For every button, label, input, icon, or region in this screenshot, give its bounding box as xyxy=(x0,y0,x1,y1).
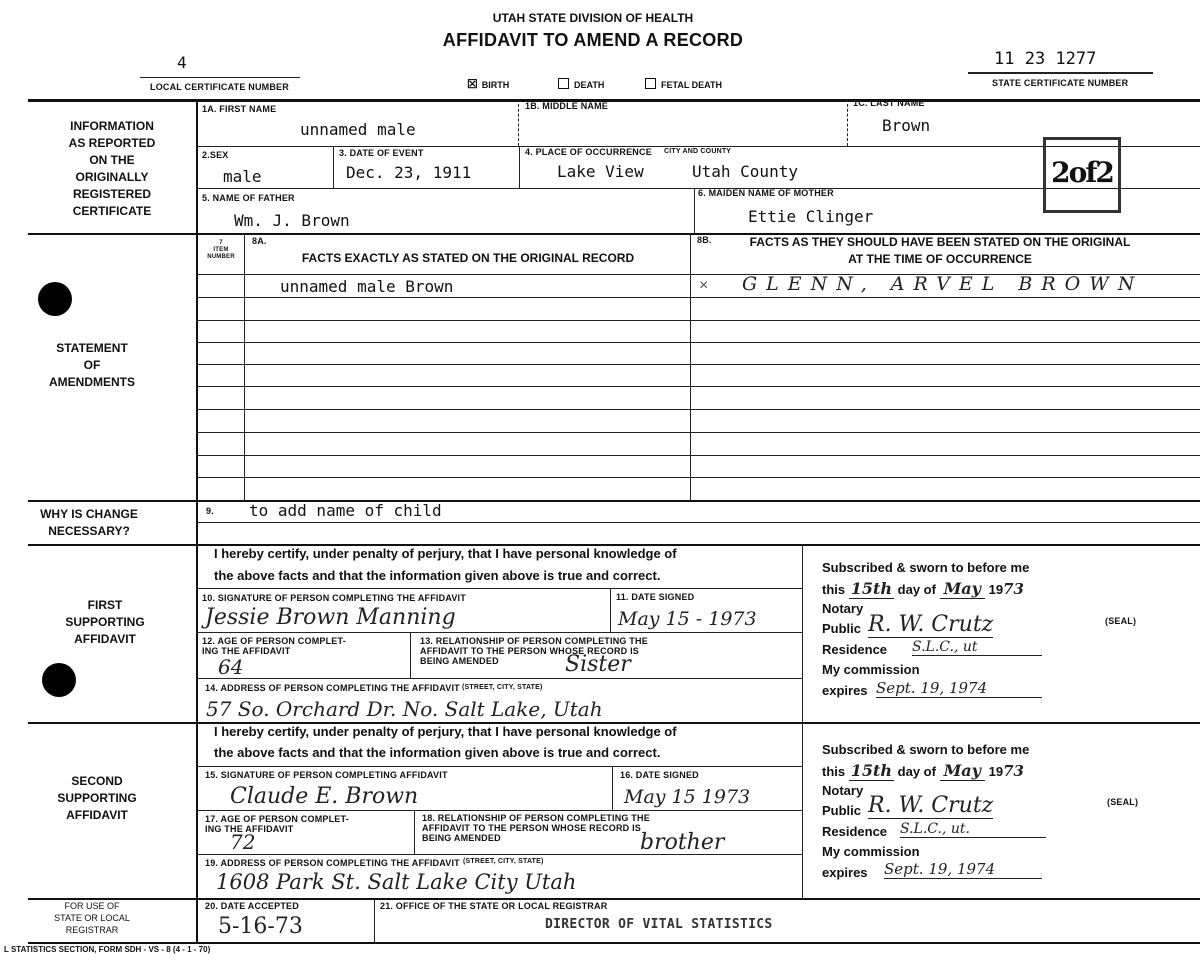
second-notary-year: 73 xyxy=(1003,762,1024,780)
mother-label: 6. MAIDEN NAME OF MOTHER xyxy=(698,188,834,198)
first-notary-date-line: this 15th day of May 1973 xyxy=(822,579,1024,598)
second-address-sub-label: (STREET, CITY, STATE) xyxy=(463,858,544,865)
amendment-corrected-value: GLENN, ARVEL BROWN xyxy=(742,273,1144,295)
record-type-death[interactable]: DEATH xyxy=(558,78,604,90)
second-certify-line-1: I hereby certify, under penalty of perjury, that I have personal knowledge of xyxy=(214,724,677,739)
page-stamp: 2of2 xyxy=(1043,137,1121,213)
second-expires: Sept. 19, 1974 xyxy=(884,860,1042,879)
second-address: 1608 Park St. Salt Lake City Utah xyxy=(216,870,577,894)
fetal-death-checkbox-icon xyxy=(645,78,656,89)
second-residence: S.L.C., ut. xyxy=(900,821,1046,838)
second-notary-date-line: this 15th day of May 1973 xyxy=(822,761,1024,780)
first-residence: S.L.C., ut xyxy=(912,639,1042,656)
death-checkbox-icon xyxy=(558,78,569,89)
place-county-value: Utah County xyxy=(692,162,798,181)
second-signature-label: 15. SIGNATURE OF PERSON COMPLETING AFFIDAVIT xyxy=(205,770,448,780)
record-type-birth[interactable]: ☒ BIRTH xyxy=(467,77,510,91)
sex-label: 2.SEX xyxy=(202,150,229,160)
item-number-label: 7 ITEM NUMBER xyxy=(207,240,235,260)
col-b-header: FACTS AS THEY SHOULD HAVE BEEN STATED ON THE ORIGINAL AT THE TIME OF OCCURRENCE xyxy=(749,235,1131,266)
sex-value: male xyxy=(223,167,262,186)
section-label-first-affidavit: FIRST SUPPORTING AFFIDAVIT xyxy=(65,598,145,646)
first-notary-sworn: Subscribed & sworn to before me xyxy=(822,560,1030,575)
form-title: AFFIDAVIT TO AMEND A RECORD xyxy=(442,30,744,50)
first-address-label: 14. ADDRESS OF PERSON COMPLETING THE AFFIDAVIT xyxy=(205,683,460,693)
second-expires-word: expires xyxy=(822,865,868,880)
registrar-office-label: 21. OFFICE OF THE STATE OR LOCAL REGISTRAR xyxy=(380,901,608,911)
second-commission-word: My commission xyxy=(822,844,920,859)
second-residence-word: Residence xyxy=(822,824,888,839)
mother-value: Ettie Clinger xyxy=(748,207,874,226)
date-of-event-value: Dec. 23, 1911 xyxy=(346,163,472,182)
first-expires-word: expires xyxy=(822,683,868,698)
first-age: 64 xyxy=(218,655,244,679)
form-identifier: L STATISTICS SECTION, FORM SDH - VS - 8 (4 - 1 - 70) xyxy=(4,945,211,954)
section-label-amendments: STATEMENT OF AMENDMENTS xyxy=(49,341,135,389)
place-city-value: Lake View xyxy=(557,162,644,181)
first-notary-word: Notary xyxy=(822,601,864,616)
col-b-number: 8B. xyxy=(697,235,712,245)
birth-checkbox-icon: ☒ xyxy=(467,77,478,91)
second-notary-day: 15th xyxy=(850,761,893,780)
first-commission-word: My commission xyxy=(822,662,920,677)
second-relationship: brother xyxy=(640,830,725,855)
col-a-header: FACTS EXACTLY AS STATED ON THE ORIGINAL RECORD xyxy=(301,251,635,265)
first-signature: Jessie Brown Manning xyxy=(205,605,456,630)
father-value: Wm. J. Brown xyxy=(234,211,350,230)
local-certificate-number: 4 xyxy=(177,53,187,72)
place-label: 4. PLACE OF OCCURRENCE xyxy=(525,147,652,157)
second-seal: (SEAL) xyxy=(1107,797,1139,807)
section-label-registrar: FOR USE OF STATE OR LOCAL REGISTRAR xyxy=(54,901,130,935)
section-label-second-affidavit: SECOND SUPPORTING AFFIDAVIT xyxy=(57,774,137,822)
section-label-why: WHY IS CHANGE NECESSARY? xyxy=(40,507,138,538)
first-date: May 15 - 1973 xyxy=(618,608,757,630)
first-residence-word: Residence xyxy=(822,642,888,657)
first-address: 57 So. Orchard Dr. No. Salt Lake, Utah xyxy=(206,697,603,721)
section-label-original-info: INFORMATION AS REPORTED ON THE ORIGINALLY REGISTERED CERTIFICATE xyxy=(68,119,156,218)
second-address-label: 19. ADDRESS OF PERSON COMPLETING THE AFFIDAVIT xyxy=(205,858,460,868)
second-notary-signature: R. W. Crutz xyxy=(868,793,994,818)
first-name-label: 1A. FIRST NAME xyxy=(202,104,277,114)
second-date-label: 16. DATE SIGNED xyxy=(620,770,699,780)
first-relationship-label: 13. RELATIONSHIP OF PERSON COMPLETING THE AFFIDAVIT TO THE PERSON WHOSE RECORD IS BEING AMENDED xyxy=(420,636,648,666)
last-name-label: 1C. LAST NAME xyxy=(853,98,925,108)
first-public-word: Public xyxy=(822,621,862,636)
first-name-value: unnamed male xyxy=(300,120,416,139)
first-notary-month: May xyxy=(940,579,985,599)
first-seal: (SEAL) xyxy=(1105,616,1137,626)
middle-name-label: 1B. MIDDLE NAME xyxy=(525,101,609,111)
place-sub-label: CITY AND COUNTY xyxy=(664,148,732,155)
state-certificate-label: STATE CERTIFICATE NUMBER xyxy=(992,78,1129,88)
date-of-event-label: 3. DATE OF EVENT xyxy=(339,148,424,158)
record-type-fetal-death[interactable]: FETAL DEATH xyxy=(645,78,722,90)
col-a-number: 8A. xyxy=(252,236,267,246)
first-signature-label: 10. SIGNATURE OF PERSON COMPLETING THE AFFIDAVIT xyxy=(202,593,466,603)
last-name-value: Brown xyxy=(882,116,931,135)
first-address-sub-label: (STREET, CITY, STATE) xyxy=(462,684,543,691)
second-notary-month: May xyxy=(940,761,985,781)
first-certify-line-1: I hereby certify, under penalty of perjury, that I have personal knowledge of xyxy=(214,546,677,561)
local-certificate-label: LOCAL CERTIFICATE NUMBER xyxy=(150,82,289,92)
second-certify-line-2: the above facts and that the information given above is true and correct. xyxy=(214,745,661,760)
state-certificate-number: 11 23 1277 xyxy=(994,49,1097,69)
date-accepted: 5-16-73 xyxy=(218,914,303,939)
second-notary-sworn: Subscribed & sworn to before me xyxy=(822,742,1030,757)
binder-hole-icon xyxy=(42,663,76,697)
amendment-original-value: unnamed male Brown xyxy=(280,277,454,296)
date-accepted-label: 20. DATE ACCEPTED xyxy=(205,901,299,911)
second-public-word: Public xyxy=(822,803,862,818)
second-date: May 15 1973 xyxy=(624,786,751,808)
first-age-label: 12. AGE OF PERSON COMPLET- ING THE AFFIDAVIT xyxy=(202,636,346,656)
second-relationship-label: 18. RELATIONSHIP OF PERSON COMPLETING THE AFFIDAVIT TO THE PERSON WHOSE RECORD IS BEING AMENDED xyxy=(422,813,650,843)
first-relationship: Sister xyxy=(565,652,631,677)
second-notary-word: Notary xyxy=(822,783,864,798)
father-label: 5. NAME OF FATHER xyxy=(202,193,295,203)
first-notary-day: 15th xyxy=(850,579,893,598)
amendment-mark: × xyxy=(699,277,709,294)
second-age: 72 xyxy=(230,830,256,854)
why-number: 9. xyxy=(206,506,214,516)
second-age-label: 17. AGE OF PERSON COMPLET- ING THE AFFIDAVIT xyxy=(205,814,349,834)
first-expires: Sept. 19, 1974 xyxy=(876,679,1042,698)
binder-hole-icon xyxy=(38,282,72,316)
first-date-label: 11. DATE SIGNED xyxy=(616,592,695,602)
agency-name: UTAH STATE DIVISION OF HEALTH xyxy=(492,11,694,25)
first-notary-year: 73 xyxy=(1003,580,1024,598)
first-notary-signature: R. W. Crutz xyxy=(868,612,994,637)
first-certify-line-2: the above facts and that the information given above is true and correct. xyxy=(214,568,661,583)
second-signature: Claude E. Brown xyxy=(230,784,419,809)
why-reason: to add name of child xyxy=(249,501,442,520)
vital-statistics-stamp: DIRECTOR OF VITAL STATISTICS xyxy=(545,917,773,932)
